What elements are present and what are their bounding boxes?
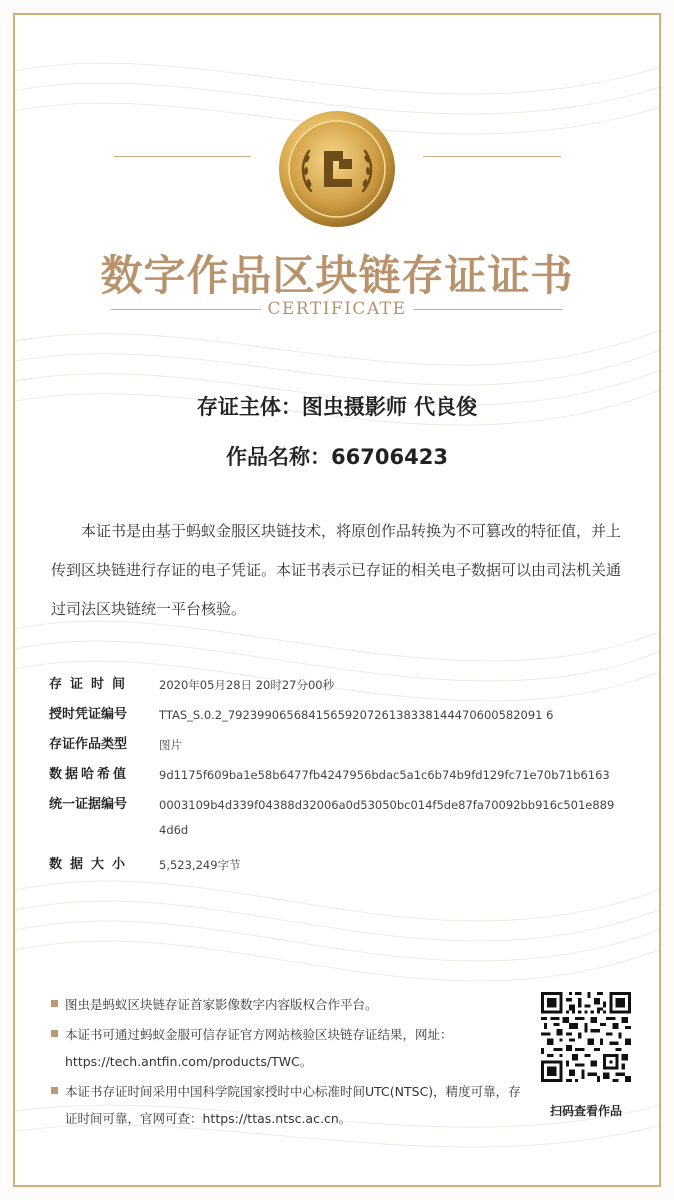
detail-label: 数据大小 [49,857,134,872]
detail-row-hash [49,763,610,788]
owner-line [15,391,659,421]
square-bullet-icon [51,1000,58,1007]
qr-caption: 扫码查看作品 [549,1104,622,1118]
detail-value: 图片 [159,738,182,752]
note-item [49,1078,529,1132]
detail-label: 统一证据编号 [49,797,128,812]
detail-value: 9d1175f609ba1e58b6477fb4247956bdac5a1c6b74b9fd129fc71e70b71b6163 [159,768,610,782]
detail-value: 2020年05月28日 20时27分00秒 [159,678,335,692]
detail-value: 5,523,249字节 [159,858,241,872]
detail-value: TTAS_S.0.2_7923990656841565920726138338144470600582091 6 [159,708,554,722]
owner-label: 存证主体： [196,395,302,419]
certificate-title: 数字作品区块链存证证书 [100,251,574,300]
owner-value: 图虫摄影师 代良俊 [301,395,478,419]
qr-code-icon[interactable] [541,992,631,1082]
detail-label: 数据哈希值 [49,767,130,782]
note-text: 本证书存证时间采用中国科学院国家授时中心标准时间UTC(NTSC)，精度可靠，存证时间可靠，官网可查：https://ttas.ntsc.ac.cn。 [65,1084,521,1126]
square-bullet-icon [51,1087,58,1094]
detail-row-timestamp-id [49,703,553,728]
note-item [49,991,529,1018]
certificate-seal-icon [277,109,397,229]
work-name-line [15,441,659,471]
detail-row-evidence-id [49,793,615,843]
note-item [49,1021,529,1075]
footer-notes [49,991,529,1132]
detail-row-size [49,853,241,878]
detail-label: 授时凭证编号 [49,707,128,722]
title-rule-right [423,156,561,157]
certificate-description: 本证书是由基于蚂蚁金服区块链技术，将原创作品转换为不可篡改的特征值，并上传到区块链进行存证的电子凭证。本证书表示已存证的相关电子数据可以由司法机关通过司法区块链统一平台核验。 [51,522,622,618]
work-name-label: 作品名称： [226,445,332,469]
title-rule-left [113,156,251,157]
note-text: 本证书可通过蚂蚁金服可信存证官方网站核验区块链存证结果，网址：https://tech.antfin.com/products/TWC。 [65,1027,453,1069]
work-name-value: 66706423 [331,445,448,469]
detail-label: 存证作品类型 [49,737,128,752]
detail-row-time [49,673,334,698]
certificate-subtitle: CERTIFICATE [267,299,407,319]
square-bullet-icon [51,1030,58,1037]
detail-label: 存证时间 [49,677,134,692]
note-text: 图虫是蚂蚁区块链存证首家影像数字内容版权合作平台。 [65,997,378,1012]
detail-value: 0003109b4d339f04388d32006a0d53050bc014f5de87fa70092bb916c501e8894d6d [159,798,615,837]
detail-row-type [49,733,182,758]
certificate-frame [13,13,661,1187]
